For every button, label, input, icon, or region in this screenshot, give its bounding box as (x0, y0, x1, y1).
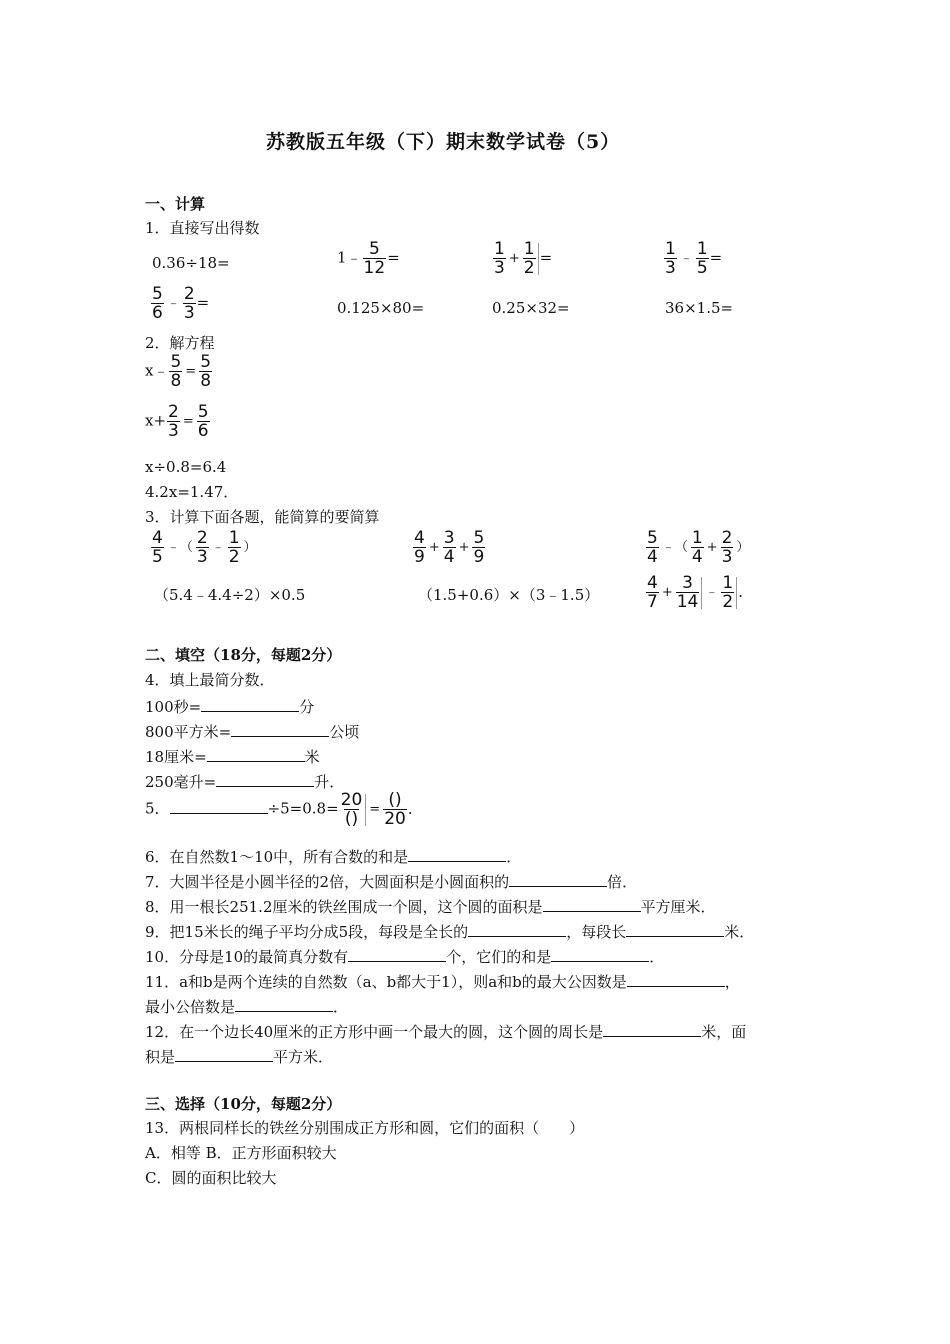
answer-blank[interactable] (231, 720, 329, 737)
question-8: 8．用一根长251.2厘米的铁丝围成一个圆，这个圆的面积是 平方厘米． (145, 895, 716, 917)
fraction: $\frac{5}{4}$ (647, 528, 658, 567)
question-2-label: 2．解方程 (145, 334, 215, 352)
equation-2b: x+ $\frac{2}{3}$ = $\frac{5}{6}$ (145, 402, 209, 441)
answer-blank[interactable] (201, 695, 299, 712)
expr-q1-5: $\frac{5}{6}$ ﹣ $\frac{2}{3}$ = (152, 284, 210, 323)
expr-q1-7: 0.25×32= (492, 299, 570, 317)
equation-2d: 4.2x=1.47． (145, 483, 239, 501)
expr-q1-4: $\frac{1}{3}$ ﹣ $\frac{1}{5}$ = (665, 239, 723, 278)
answer-blank[interactable] (348, 945, 446, 962)
fraction: $\frac{3}{4}$ (443, 528, 455, 567)
question-5: 5． ÷5=0.8= $\frac{20}{()}$ = $\frac{()}{20}$ ． (145, 790, 423, 829)
answer-blank[interactable] (216, 770, 314, 787)
fraction: $\frac{2}{3}$ (196, 528, 208, 567)
question-9: 9．把15米长的绳子平均分成5段，每段是全长的 ，每段长 米． (145, 920, 754, 942)
question-11: 11．a和b是两个连续的自然数（a、b都大于1），则a和b的最大公因数是 ， (145, 970, 740, 992)
fraction: $\frac{1}{2}$ (722, 573, 734, 612)
question-4-line-4: 250毫升= 升． (145, 770, 344, 792)
answer-blank[interactable] (408, 845, 506, 862)
question-13-stem: 13．两根同样长的铁丝分别围成正方形和圆，它们的面积（ ） (145, 1119, 585, 1137)
fraction: $\frac{1}{4}$ (691, 528, 703, 567)
fraction: $\frac{1}{2}$ (228, 528, 240, 567)
expr-q3-c: $\frac{5}{4}$ ﹣（ $\frac{1}{4}$ + $\frac{2}{3}$ ） (647, 528, 750, 567)
expr-q3-e: （1.5+0.6）×（3﹣1.5） (418, 586, 600, 604)
fraction: $\frac{5}{12}$ (363, 239, 386, 278)
answer-blank[interactable] (175, 1045, 273, 1062)
fraction: $\frac{5}{6}$ (197, 402, 209, 441)
fraction: $\frac{4}{7}$ (647, 573, 658, 612)
question-13-options-ab[interactable]: A．相等 B．正方形面积较大 (145, 1144, 337, 1162)
equation-2a: x﹣ $\frac{5}{8}$ = $\frac{5}{8}$ (145, 352, 212, 391)
fraction: $\frac{1}{3}$ (494, 239, 505, 278)
fraction: $\frac{1}{5}$ (696, 239, 708, 278)
section-heading-fill: 二、填空（18分，每题2分） (145, 646, 342, 664)
fraction: $\frac{5}{6}$ (152, 284, 163, 323)
fraction: $\frac{1}{2}$ (523, 239, 535, 278)
fraction: $\frac{2}{3}$ (168, 402, 179, 441)
expr-q3-d: （5.4﹣4.4÷2）×0.5 (154, 586, 306, 604)
fraction: $\frac{()}{20}$ (384, 790, 406, 829)
question-13-option-c[interactable]: C．圆的面积比较大 (145, 1169, 277, 1187)
equation-2c: x÷0.8=6.4 (145, 458, 227, 476)
fraction: $\frac{3}{14}$ (676, 573, 699, 612)
answer-blank[interactable] (509, 870, 607, 887)
fraction: $\frac{2}{3}$ (183, 284, 195, 323)
fraction: $\frac{20}{()}$ (340, 790, 363, 829)
fraction: $\frac{4}{5}$ (152, 528, 163, 567)
expr-q3-f: $\frac{4}{7}$ + $\frac{3}{14}$ ﹣ $\frac{1}{2}$ ． (647, 573, 754, 612)
answer-blank[interactable] (626, 920, 724, 937)
expr-q1-8: 36×1.5= (665, 299, 734, 317)
section-heading-choice: 三、选择（10分，每题2分） (145, 1095, 342, 1113)
answer-blank[interactable] (468, 920, 566, 937)
fraction: $\frac{4}{9}$ (414, 528, 425, 567)
answer-blank[interactable] (170, 797, 268, 814)
fraction: $\frac{2}{3}$ (721, 528, 733, 567)
answer-blank[interactable] (543, 895, 641, 912)
expr-q1-2: 1﹣ $\frac{5}{12}$ = (337, 239, 400, 278)
question-4-label: 4．填上最简分数． (145, 671, 275, 689)
fraction: $\frac{5}{9}$ (473, 528, 485, 567)
question-3-label: 3．计算下面各题，能简算的要简算 (145, 508, 380, 526)
question-7: 7．大圆半径是小圆半径的2倍，大圆面积是小圆面积的 倍． (145, 870, 637, 892)
expr-q3-b: $\frac{4}{9}$ + $\frac{3}{4}$ + $\frac{5}{9}$ (414, 528, 485, 567)
expr-q1-3: $\frac{1}{3}$ + $\frac{1}{2}$ = (494, 239, 553, 278)
question-12-line-2: 积是 平方米． (145, 1045, 333, 1067)
page-title: 苏教版五年级（下）期末数学试卷（5） (266, 131, 621, 153)
fraction: $\frac{1}{3}$ (665, 239, 676, 278)
answer-blank[interactable] (207, 745, 305, 762)
question-1-label: 1．直接写出得数 (145, 219, 260, 237)
fraction: $\frac{5}{8}$ (200, 352, 212, 391)
question-6: 6．在自然数1～10中，所有合数的和是 ． (145, 845, 521, 867)
question-4-line-1: 100秒= 分 (145, 695, 314, 717)
question-4-line-3: 18厘米= 米 (145, 745, 320, 767)
question-10: 10．分母是10的最简真分数有 个，它们的和是 ． (145, 945, 664, 967)
answer-blank[interactable] (603, 1020, 701, 1037)
question-4-line-2: 800平方米= 公顷 (145, 720, 359, 742)
answer-blank[interactable] (627, 970, 725, 987)
fraction: $\frac{5}{8}$ (170, 352, 182, 391)
section-heading-calc: 一、计算 (145, 195, 206, 213)
expr-q3-a: $\frac{4}{5}$ ﹣（ $\frac{2}{3}$ ﹣ $\frac{1}{2}$ ） (152, 528, 257, 567)
answer-blank[interactable] (235, 995, 333, 1012)
expr-q1-1: 0.36÷18= (152, 254, 230, 272)
question-11-line-2: 最小公倍数是 ． (145, 995, 348, 1017)
question-12: 12．在一个边长40厘米的正方形中画一个最大的圆，这个圆的周长是 米，面 (145, 1020, 746, 1042)
expr-q1-6: 0.125×80= (337, 299, 425, 317)
answer-blank[interactable] (551, 945, 649, 962)
